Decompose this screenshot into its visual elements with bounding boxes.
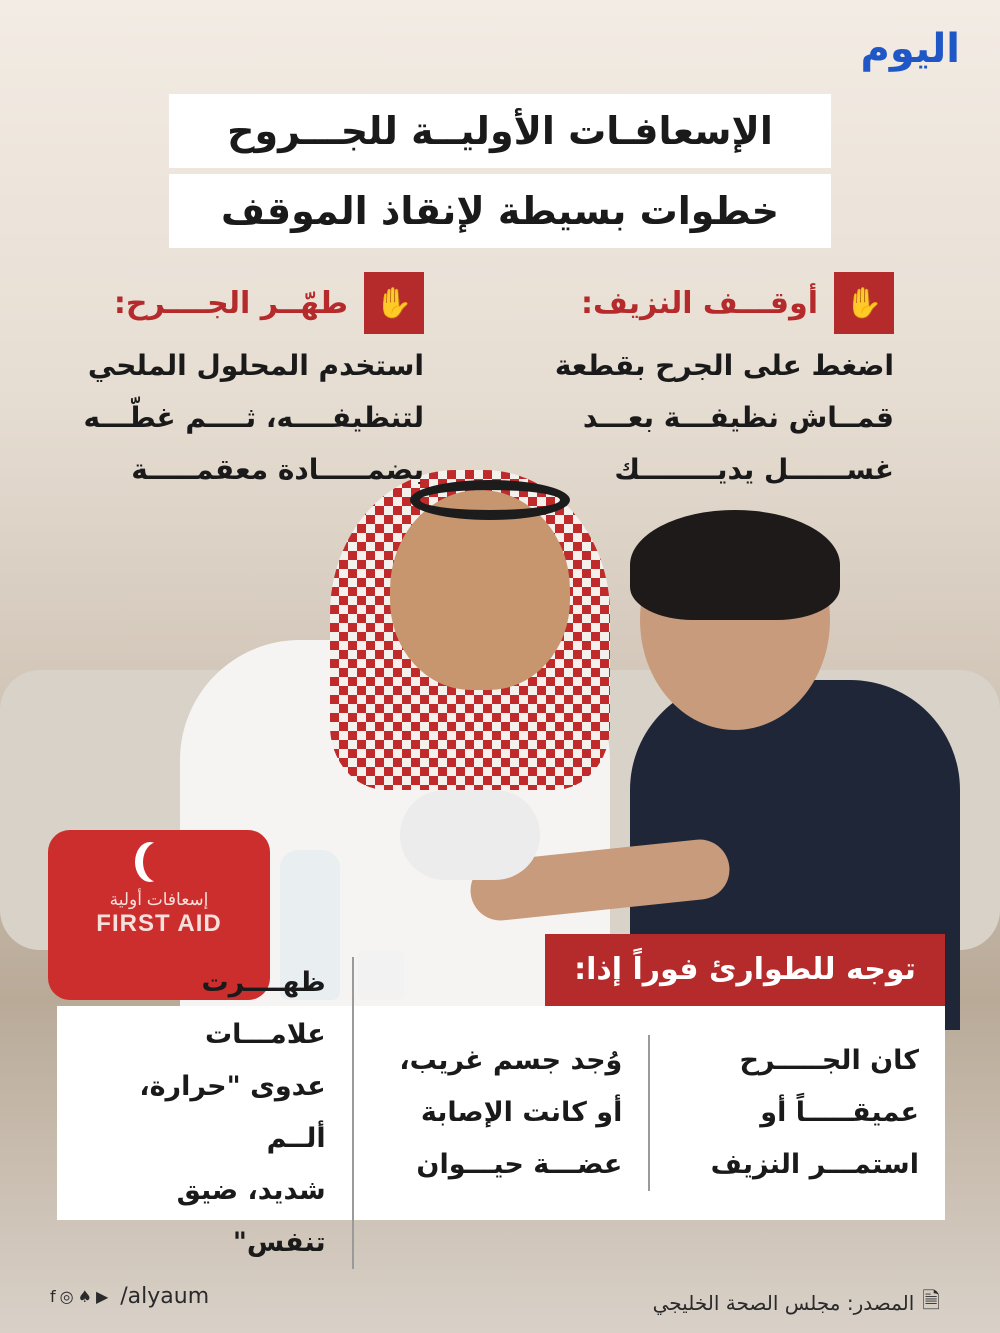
emergency-line: عدوى "حرارة، ألــم (139, 1071, 326, 1154)
page-subtitle: خطوات بسيطة لإنقاذ الموقف (220, 189, 780, 233)
social-links (50, 1284, 209, 1309)
emergency-line: عضـــة حيـــوان (416, 1149, 623, 1180)
alyaum-logo: اليوم (860, 26, 960, 72)
page-title: الإسعافـات الأوليــة للجـــروح (227, 109, 773, 153)
man-face (390, 490, 570, 690)
ointment-jar (358, 950, 404, 1000)
snapchat-icon[interactable]: ♠ (77, 1287, 92, 1306)
emergency-line: وُجد جسم غريب، (399, 1045, 623, 1076)
tip-body (74, 340, 424, 496)
tip-clean-wound (74, 272, 424, 496)
gloved-hand (400, 790, 540, 880)
tip-line: قمــاش نظيفـــة بعـــد (582, 401, 894, 434)
emergency-banner: توجه للطوارئ فوراً إذا: (545, 934, 945, 1006)
title-line-2-box (169, 174, 831, 248)
tip-title: أوقـــف النزيف: (581, 285, 818, 321)
youtube-icon[interactable]: ▶ (95, 1287, 109, 1306)
bandaged-hand-icon: ✋ (364, 272, 424, 334)
emergency-item (650, 1035, 945, 1191)
boy-hair (630, 510, 840, 620)
source-credit (653, 1284, 940, 1322)
emergency-item (57, 957, 354, 1269)
tip-line: اضغط على الجرح بقطعة (554, 349, 894, 382)
kit-label-en: FIRST AID (96, 910, 222, 937)
tip-body (534, 340, 894, 496)
emergency-line: شديد، ضيق تنفس" (176, 1175, 326, 1258)
social-handle[interactable]: /alyaum (120, 1284, 210, 1309)
emergency-item (354, 1035, 651, 1191)
source-text: المصدر: مجلس الصحة الخليجي (652, 1291, 915, 1315)
tip-line: استخدم المحلول الملحي (87, 349, 424, 382)
emergency-line: أو كانت الإصابة (420, 1097, 623, 1128)
crescent-icon (143, 842, 173, 882)
title-line-1-box (169, 94, 831, 168)
emergency-line: ظهــــرت علامـــات (201, 967, 326, 1050)
document-search-icon: 🗎 (922, 1289, 940, 1314)
instagram-icon[interactable]: ◎ (59, 1287, 74, 1306)
tip-stop-bleeding (534, 272, 894, 496)
tip-line: بضمـــــادة معقمـــــة (131, 453, 424, 486)
kit-label-ar: إسعافات أولية (109, 890, 209, 909)
tip-title: طهّــر الجــــرح: (113, 285, 348, 321)
tip-line: غســــــل يديــــــــك (614, 453, 894, 486)
emergency-line: كان الجـــــرح (739, 1045, 919, 1076)
tip-line: لتنظيفــــه، ثــــم غطّـــه (83, 401, 424, 434)
footer (0, 1278, 1000, 1318)
bandaging-hand-icon: ✋ (834, 272, 894, 334)
emergency-line: عميقـــــاً أو (760, 1097, 919, 1128)
facebook-icon[interactable]: f (50, 1287, 56, 1306)
emergency-line: استمـــر النزيف (710, 1149, 919, 1180)
